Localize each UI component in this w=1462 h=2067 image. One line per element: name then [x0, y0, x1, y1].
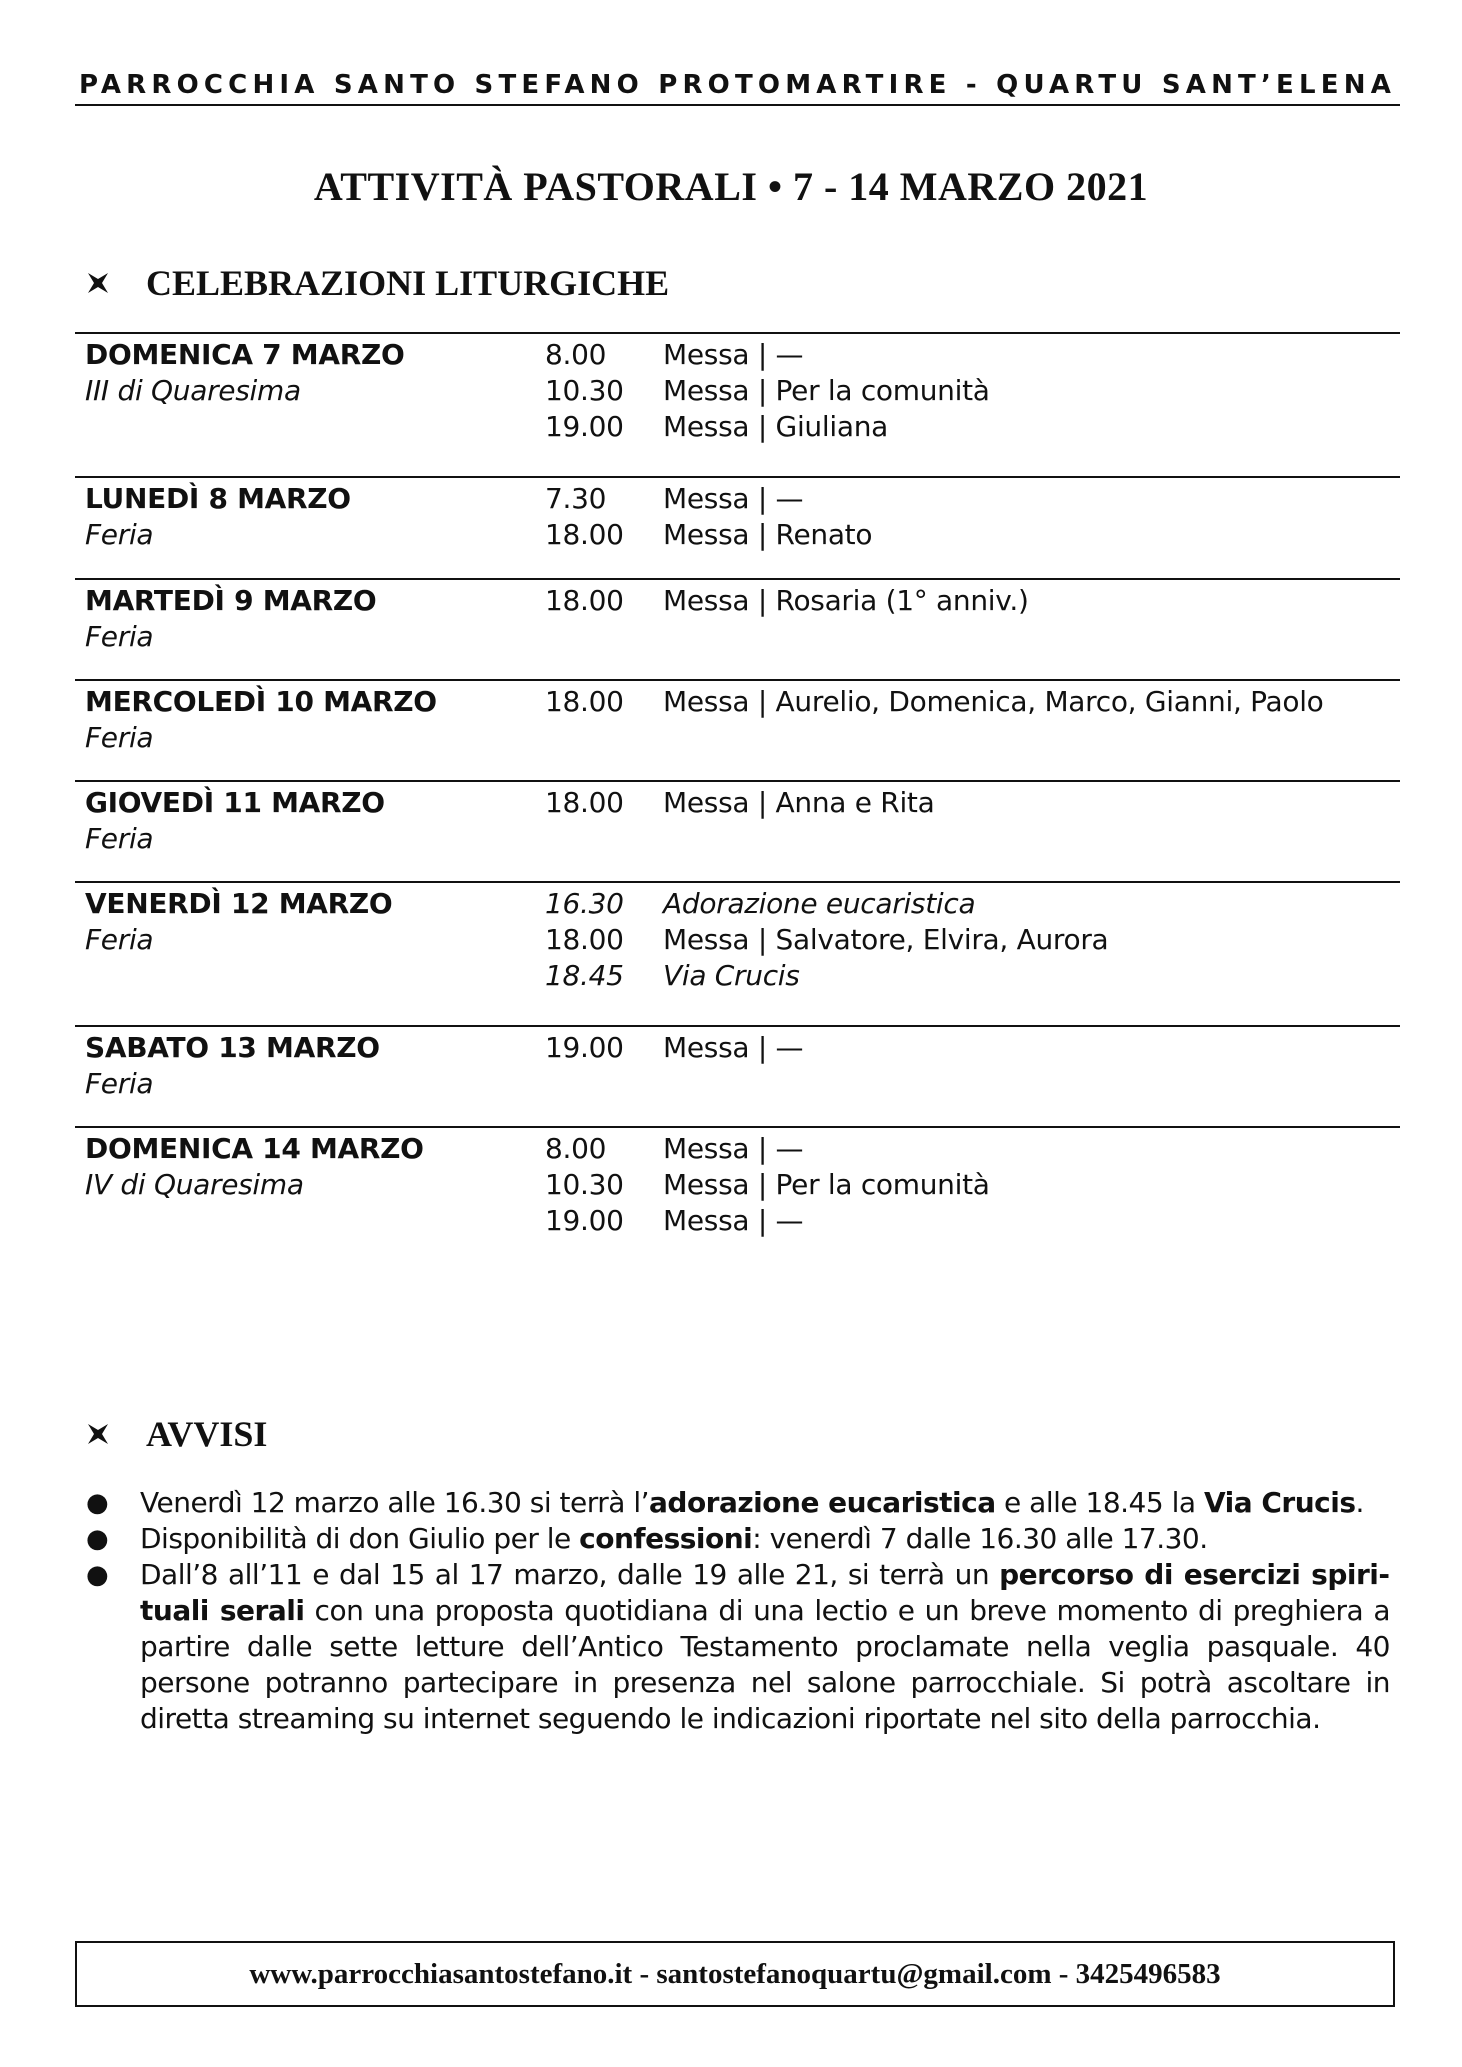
- notice-highlight: adorazione eucaristica: [649, 1486, 996, 1519]
- day-row: [75, 476, 1400, 578]
- day-row: [75, 780, 1400, 881]
- event-description: Messa | Aurelio, Domenica, Marco, Gianni, Paolo: [663, 685, 1324, 718]
- event-row: [545, 1131, 990, 1167]
- day-row: [75, 881, 1400, 1025]
- event-description: Messa | Anna e Rita: [663, 786, 935, 819]
- day-liturgical-note: Feria: [85, 518, 154, 551]
- event-row: [545, 517, 872, 553]
- event-description: Via Crucis: [663, 959, 800, 992]
- event-row: [545, 373, 990, 409]
- event-time: 19.00: [545, 1031, 624, 1064]
- event-row: [545, 583, 1029, 619]
- notice-text: [140, 1521, 1390, 1557]
- event-description: Messa | Renato: [663, 518, 873, 551]
- event-description: Messa | Salvatore, Elvira, Aurora: [663, 923, 1109, 956]
- event-row: [545, 886, 1108, 922]
- parish-header: PARROCCHIA SANTO STEFANO PROTOMARTIRE - QUARTU SANT’ELENA: [75, 70, 1400, 106]
- day-liturgical-note: III di Quaresima: [85, 374, 301, 407]
- notice-fragment: Dall’8 all’11 e dal 15 al 17 marzo, dalle 19 alle 21, si terrà un: [140, 1558, 1000, 1591]
- notice-fragment: .: [1355, 1486, 1364, 1519]
- day-events: [545, 684, 1324, 720]
- day-events: [545, 785, 934, 821]
- notice-fragment: con una proposta quotidiana di una lectio e un breve momento di preghiera a partire dalle sette letture dell’Antico Testamento proclamate nella veglia pasquale. 40 persone potranno partecipare in presenza nel salone parrocchiale. Si potrà ascoltare in diretta streaming su internet seguendo le indicazioni riportate nel sito della parrocchia.: [140, 1594, 1390, 1735]
- day-name: SABATO 13 MARZO: [85, 1031, 380, 1064]
- event-description: Adorazione eucaristica: [663, 887, 976, 920]
- contact-footer: [75, 1941, 1395, 2007]
- star-ornament-icon: [88, 1424, 108, 1444]
- notice-text: [140, 1557, 1390, 1737]
- notice-highlight: percorso di esercizi spirituali serali: [140, 1558, 1391, 1627]
- event-row: [545, 1167, 990, 1203]
- event-description: Messa | Per la comunità: [663, 374, 990, 407]
- event-time: 18.00: [545, 685, 624, 718]
- event-row: [545, 684, 1324, 720]
- event-description: Messa | Per la comunità: [663, 1168, 990, 1201]
- bullet-icon: ●: [86, 1524, 109, 1554]
- event-description: Messa | —: [663, 482, 804, 515]
- event-time: 18.45: [545, 959, 624, 992]
- celebrations-schedule: [75, 332, 1400, 1258]
- bullet-icon: ●: [86, 1560, 109, 1590]
- event-row: [545, 481, 872, 517]
- event-time: 8.00: [545, 338, 607, 371]
- celebrations-heading-label: CELEBRAZIONI LITURGICHE: [146, 263, 670, 303]
- contact-footer-text: www.parrocchiasantostefano.it - santostefanoquartu@gmail.com - 3425496583: [249, 1957, 1221, 1990]
- day-row: [75, 578, 1400, 679]
- notices-heading-label: AVVISI: [146, 1414, 268, 1454]
- day-liturgical-note: Feria: [85, 1067, 154, 1100]
- event-time: 16.30: [545, 887, 624, 920]
- celebrations-heading: [88, 262, 669, 304]
- day-row: [75, 332, 1400, 476]
- notice-item: [80, 1485, 1390, 1521]
- day-events: [545, 1131, 990, 1239]
- event-row: [545, 1030, 803, 1066]
- event-time: 8.00: [545, 1132, 607, 1165]
- event-time: 18.00: [545, 786, 624, 819]
- day-liturgical-note: Feria: [85, 923, 154, 956]
- day-row: [75, 679, 1400, 780]
- day-events: [545, 481, 872, 553]
- notice-fragment: e alle 18.45 la: [995, 1486, 1204, 1519]
- day-events: [545, 886, 1108, 994]
- notice-fragment: Disponibilità di don Giulio per le: [140, 1522, 580, 1555]
- event-row: [545, 409, 990, 445]
- notices-heading: [88, 1413, 267, 1455]
- day-row: [75, 1025, 1400, 1126]
- day-liturgical-note: Feria: [85, 721, 154, 754]
- notice-fragment: Venerdì 12 marzo alle 16.30 si terrà l’: [140, 1486, 649, 1519]
- event-time: 7.30: [545, 482, 607, 515]
- event-time: 18.00: [545, 518, 624, 551]
- day-name: MERCOLEDÌ 10 MARZO: [85, 685, 437, 718]
- event-description: Messa | —: [663, 338, 804, 371]
- event-time: 19.00: [545, 1204, 624, 1237]
- notice-text: [140, 1485, 1390, 1521]
- notices-list: [80, 1485, 1390, 1737]
- notice-highlight: Via Crucis: [1203, 1486, 1356, 1519]
- day-row: [75, 1126, 1400, 1258]
- event-row: [545, 785, 934, 821]
- day-name: LUNEDÌ 8 MARZO: [85, 482, 351, 515]
- day-name: DOMENICA 14 MARZO: [85, 1132, 424, 1165]
- event-description: Messa | —: [663, 1204, 804, 1237]
- event-time: 19.00: [545, 410, 624, 443]
- event-time: 10.30: [545, 374, 624, 407]
- notice-highlight: confessioni: [579, 1522, 753, 1555]
- day-events: [545, 337, 990, 445]
- notice-fragment: : venerdì 7 dalle 16.30 alle 17.30.: [752, 1522, 1208, 1555]
- day-events: [545, 1030, 803, 1066]
- event-description: Messa | —: [663, 1132, 804, 1165]
- event-time: 18.00: [545, 584, 624, 617]
- document-title: ATTIVITÀ PASTORALI • 7 - 14 MARZO 2021: [313, 164, 1149, 209]
- notice-item: [80, 1521, 1390, 1557]
- event-time: 18.00: [545, 923, 624, 956]
- event-row: [545, 922, 1108, 958]
- day-name: GIOVEDÌ 11 MARZO: [85, 786, 385, 819]
- day-name: VENERDÌ 12 MARZO: [85, 887, 393, 920]
- event-description: Messa | Rosaria (1° anniv.): [663, 584, 1029, 617]
- event-row: [545, 958, 1108, 994]
- star-ornament-icon: [88, 273, 108, 293]
- day-liturgical-note: Feria: [85, 822, 154, 855]
- bullet-icon: ●: [86, 1488, 109, 1518]
- day-name: DOMENICA 7 MARZO: [85, 338, 405, 371]
- day-events: [545, 583, 1029, 619]
- event-description: Messa | Giuliana: [663, 410, 888, 443]
- event-time: 10.30: [545, 1168, 624, 1201]
- event-row: [545, 1203, 990, 1239]
- day-liturgical-note: IV di Quaresima: [85, 1168, 304, 1201]
- day-name: MARTEDÌ 9 MARZO: [85, 584, 377, 617]
- event-description: Messa | —: [663, 1031, 804, 1064]
- event-row: [545, 337, 990, 373]
- day-liturgical-note: Feria: [85, 620, 154, 653]
- notice-item: [80, 1557, 1390, 1737]
